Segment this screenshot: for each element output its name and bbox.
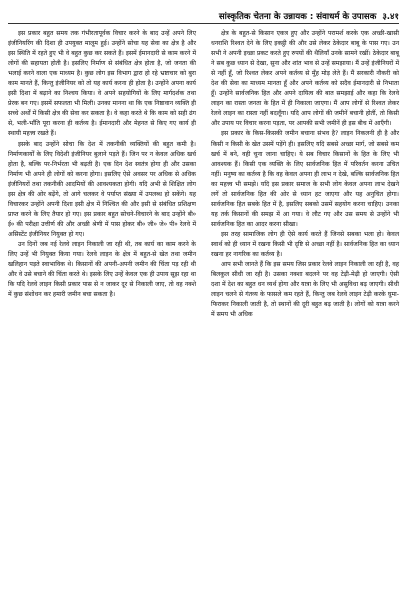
- page-number: ३.४१: [382, 12, 399, 22]
- document-page: [8, 6, 399, 575]
- running-title: सांस्कृतिक चेतना के उन्नायक : संवाधर्म के उपासक: [218, 12, 377, 22]
- paragraph: इस प्रकार बहुत समय तक गंभीरतापूर्वक विचार करने के बाद उन्हें अपने लिए इंजीनियरिंग की दिशा ही उपयुक्त मालूम हुई। उन्होंने सोचा यह सेवा का क्षेत्र है और इस स्थिति में रहते हुए भी वे बहुत कुछ कर सकते हैं। इसमें ईमानदारी से काम करने में लोगों की सहायता होती है। इसलिए निर्माण से संबंधित क्षेत्र होता है, जो जनता की भलाई करने वाला एक माध्यम है। कुछ लोग इस विभाग द्वारा हो रहे भ्रष्टाचार को बुरा काम मानते हैं, किन्तु इंजीनियर को तो यह कार्य करना ही होता है। उन्होंने अपना कार्य इसी दिशा में बढ़ाने का निश्चय किया। वे अपने सहयोगियों के लिए मार्गदर्शक तथा प्रेरक बन गए। इसमें सफलता भी मिली। उनका मानना था कि एक निष्ठावान व्यक्ति ही सच्चे अर्थों में किसी क्षेत्र की सेवा कर सकता है। वे कहा करते थे कि काम को सही ढंग से, भली-भाँति पूरा करना ही कर्तव्य है। ईमानदारी और मेहनत से किए गए कार्य ही स्थायी महत्त्व रखते हैं।: [8, 30, 196, 138]
- paragraph: आप सभी जानते हैं कि इस समय जिस प्रकार रेलवे लाइन निकाली जा रही है, वह बिलकुल सीधी जा रही है। उसका नक्शा बदलने पर वह टेढ़ी-मेढ़ी हो जाएगी। ऐसी दशा में देश का बहुत धन व्यर्थ होगा और यात्रा के लिए भी असुविधा बढ़ जाएगी। सीधी लाइन चलने से गंतव्य के फासले कम रहते हैं, किन्तु जब रेलवे लाइन टेढ़ी करके घुमा-फिराकर निकाली जाती है, तो स्थानों की दूरी बहुत बढ़ जाती है। लोगों को यात्रा करने में समय भी अधिक: [211, 261, 399, 319]
- text-columns: [8, 29, 399, 320]
- paragraph: इस प्रकार के किस-किसकी जमीन बचाना संभव है? लाइन निकलनी ही है और किसी न किसी के खेत उसमें पड़ेंगे ही। इसलिए यदि सबसे अच्छा मार्ग, जो सबसे कम खर्च में बने, वही चुना जाना चाहिए। ये सब विचार किसानों के हित के लिए भी आवश्यक हैं। किसी एक व्यक्ति के लिए सार्वजनिक हित में परिवर्तन करना उचित नहीं। मनुष्य का कर्तव्य है कि वह केवल अपना ही लाभ न देखे, बल्कि सार्वजनिक हित का महत्त्व भी समझे। यदि इस प्रकार समाज के सभी लोग केवल अपना लाभ देखने लगें तो सार्वजनिक हित की ओर से ध्यान हट जाएगा और यह अनुचित होगा। सार्वजनिक हित सबके हित में है, इसलिए सबको उसमें सहयोग करना चाहिए। उनका यह तर्क किसानों की समझ में आ गया। वे लौट गए और उस समय से उन्होंने भी सार्वजनिक हित का आदर करना सीखा।: [211, 130, 399, 228]
- page-header: [8, 6, 399, 24]
- paragraph: उन दिनों जब नई रेलवे लाइन निकाली जा रही थी, तब कार्य का काम करने के लिए उन्हें भी नियुक्त किया गया। रेलवे लाइन के क्षेत्र में बहुत-से खेत तथा जमीन खलिहान पड़ते स्वाभाविक थे। किसानों की अपनी-अपनी जमीन की चिंता पड़ रही थी और वे उसे बचाने की चिंता करते थे। इसके लिए उन्हें केवल एक ही उपाय सूझ रहा था कि यदि रेलवे लाइन किसी प्रकार पास से न जाकर दूर से निकाली जाए, तो वह नक्शे में कुछ संशोधन कर हमारी जमीन बचा सकता है।: [8, 240, 196, 299]
- paragraph: इसके बाद उन्होंने सोचा कि देश में तकनीकी व्यक्तियों की बहुत कमी है। निर्माणकार्यों के लिए विदेशी इंजीनियर बुलाने पड़ते हैं। जिन पर न केवल अधिक खर्च होता है, बल्कि पर-निर्भरता भी बढ़ती है। एक दिन देश स्वतंत्र होगा ही और उसका निर्माण भी अपने ही लोगों को करना होगा। इसलिए ऐसे अवसर पर अधिक से अधिक इंजीनियरों तथा तकनीकी आदमियों की आवश्यकता होगी। यदि अभी से शिक्षित लोग इस क्षेत्र की ओर बढ़ेंगे, तो आगे चलकर वे पर्याप्त संख्या में उपलब्ध हो सकेंगे। यह विचारकर उन्होंने अपनी दिशा इसी क्षेत्र में निश्चित की और इसी से संबंधित प्रशिक्षण प्राप्त करने के लिए तैयार हो गए। इस प्रकार बहुत सोचने-विचारने के बाद उन्होंने बी० ई० की परीक्षा उत्तीर्ण की और अच्छी श्रेणी में पास होकर बी० जी० जे० पी० रेलवे में असिस्टेंट इंजीनियर नियुक्त हो गए।: [8, 140, 196, 238]
- left-column: [8, 29, 196, 320]
- paragraph: इस तरह सामाजिक लोग ही ऐसे कार्य करते हैं जिनसे सबका भला हो। केवल स्वार्थ को ही ध्यान में रखना किसी भी दृष्टि से अच्छा नहीं है। सार्वजनिक हित का ध्यान रखना हर नागरिक का कर्तव्य है।: [211, 230, 399, 259]
- paragraph: क्षेत्र के बहुत-से किसान एकत्र हुए और उन्होंने परामर्श करके एक अच्छी-खासी धनराशि रिश्वत देने के लिए इकट्ठी की और उसे लेकर ठेकेदार बाबू के पास गए। उन सभी ने अपनी इच्छा प्रकट करते हुए रुपयों की थैलियाँ उनके सामने रखीं। ठेकेदार बाबू ने सब कुछ ध्यान से देखा, सुना और शांत भाव से उन्हें समझाया। मैं उन्हें इंजीनियरों में से नहीं हूँ, जो रिश्वत लेकर अपने कर्तव्य से मुँह मोड़ लेते हैं। मैं सरकारी नौकरी को देश की सेवा का माध्यम मानता हूँ और अपने कर्तव्य को सदैव ईमानदारी से निभाता हूँ। उन्होंने सार्वजनिक हित और अपने दायित्व की बात समझाई और कहा कि रेलवे लाइन का रास्ता जनता के हित में ही निकाला जाएगा। मैं आप लोगों से रिश्वत लेकर रेलवे लाइन का रास्ता नहीं बदलूँगा। यदि आप लोगों की जमीनें बचानी होतीं, तो किसी और उपाय पर विचार करना पड़ता, पर आपकी सभी जमीनें ही इस बीच में आएँगी।: [211, 30, 399, 128]
- right-column: [211, 29, 399, 320]
